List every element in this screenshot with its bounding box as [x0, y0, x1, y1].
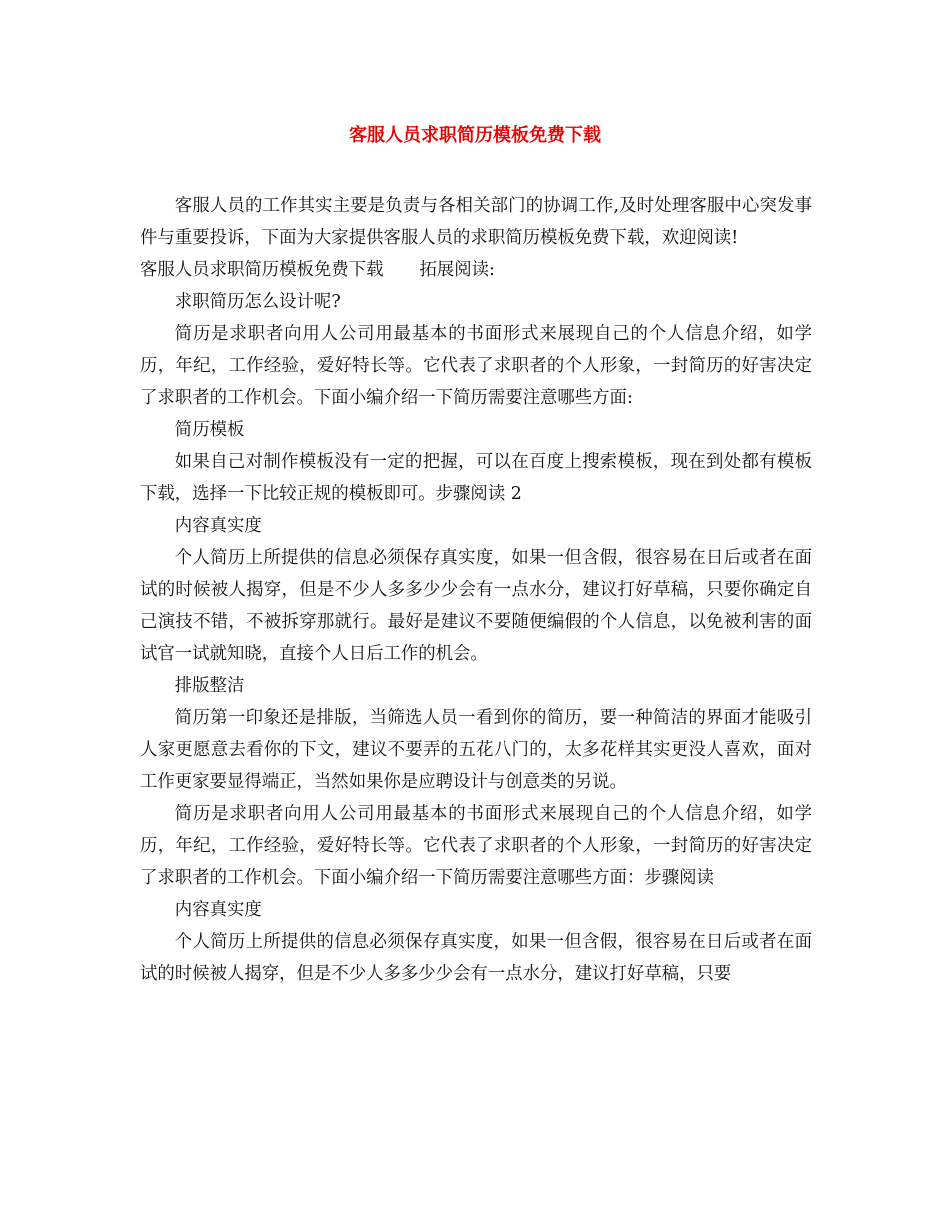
body-paragraph: 个人简历上所提供的信息必须保存真实度，如果一但含假，很容易在日后或者在面试的时候被人揭穿，但是不少人多多少少会有一点水分，建议打好草稿，只要你确定自己演技不错，不被拆穿那就行。最好是建议不要随便编假的个人信息，以免被利害的面试官一试就知晓，直接个人日后工作的机会。: [140, 548, 812, 664]
subline-right: 拓展阅读:: [419, 260, 495, 280]
subline: [140, 254, 812, 286]
section-heading-truthfulness: 内容真实度: [174, 516, 262, 536]
intro-paragraph: 客服人员的工作其实主要是负责与各相关部门的协调工作,及时处理客服中心突发事件与重要投诉，下面为大家提供客服人员的求职简历模板免费下载，欢迎阅读!: [140, 196, 812, 248]
body-paragraph: 简历是求职者向用人公司用最基本的书面形式来展现自己的个人信息介绍，如学历，年纪，工作经验，爱好特长等。它代表了求职者的个人形象，一封简历的好害决定了求职者的工作机会。下面小编介绍一下简历需要注意哪些方面:: [140, 324, 812, 408]
section-heading-template: 简历模板: [174, 420, 245, 440]
body-paragraph: 个人简历上所提供的信息必须保存真实度，如果一但含假，很容易在日后或者在面试的时候被人揭穿，但是不少人多多少少会有一点水分，建议打好草稿，只要: [140, 932, 812, 984]
body-paragraph: 简历是求职者向用人公司用最基本的书面形式来展现自己的个人信息介绍，如学历，年纪，工作经验，爱好特长等。它代表了求职者的个人形象，一封简历的好害决定了求职者的工作机会。下面小编介绍一下简历需要注意哪些方面：步骤阅读: [140, 804, 812, 888]
document-title: 客服人员求职简历模板免费下载: [349, 125, 601, 146]
document-body: [140, 190, 812, 990]
subline-left: 客服人员求职简历模板免费下载: [140, 260, 384, 280]
section-heading-layout: 排版整洁: [174, 676, 245, 696]
body-paragraph: 简历第一印象还是排版，当筛选人员一看到你的简历，要一种简洁的界面才能吸引人家更愿意去看你的下文，建议不要弄的五花八门的，太多花样其实更没人喜欢，面对工作更家要显得端正，当然如果你是应聘设计与创意类的另说。: [140, 708, 812, 792]
question-heading: 求职简历怎么设计呢?: [174, 292, 341, 312]
body-paragraph: 如果自己对制作模板没有一定的把握，可以在百度上搜索模板，现在到处都有模板下载，选择一下比较正规的模板即可。步骤阅读 2: [140, 452, 812, 504]
section-heading-truthfulness: 内容真实度: [174, 900, 262, 920]
